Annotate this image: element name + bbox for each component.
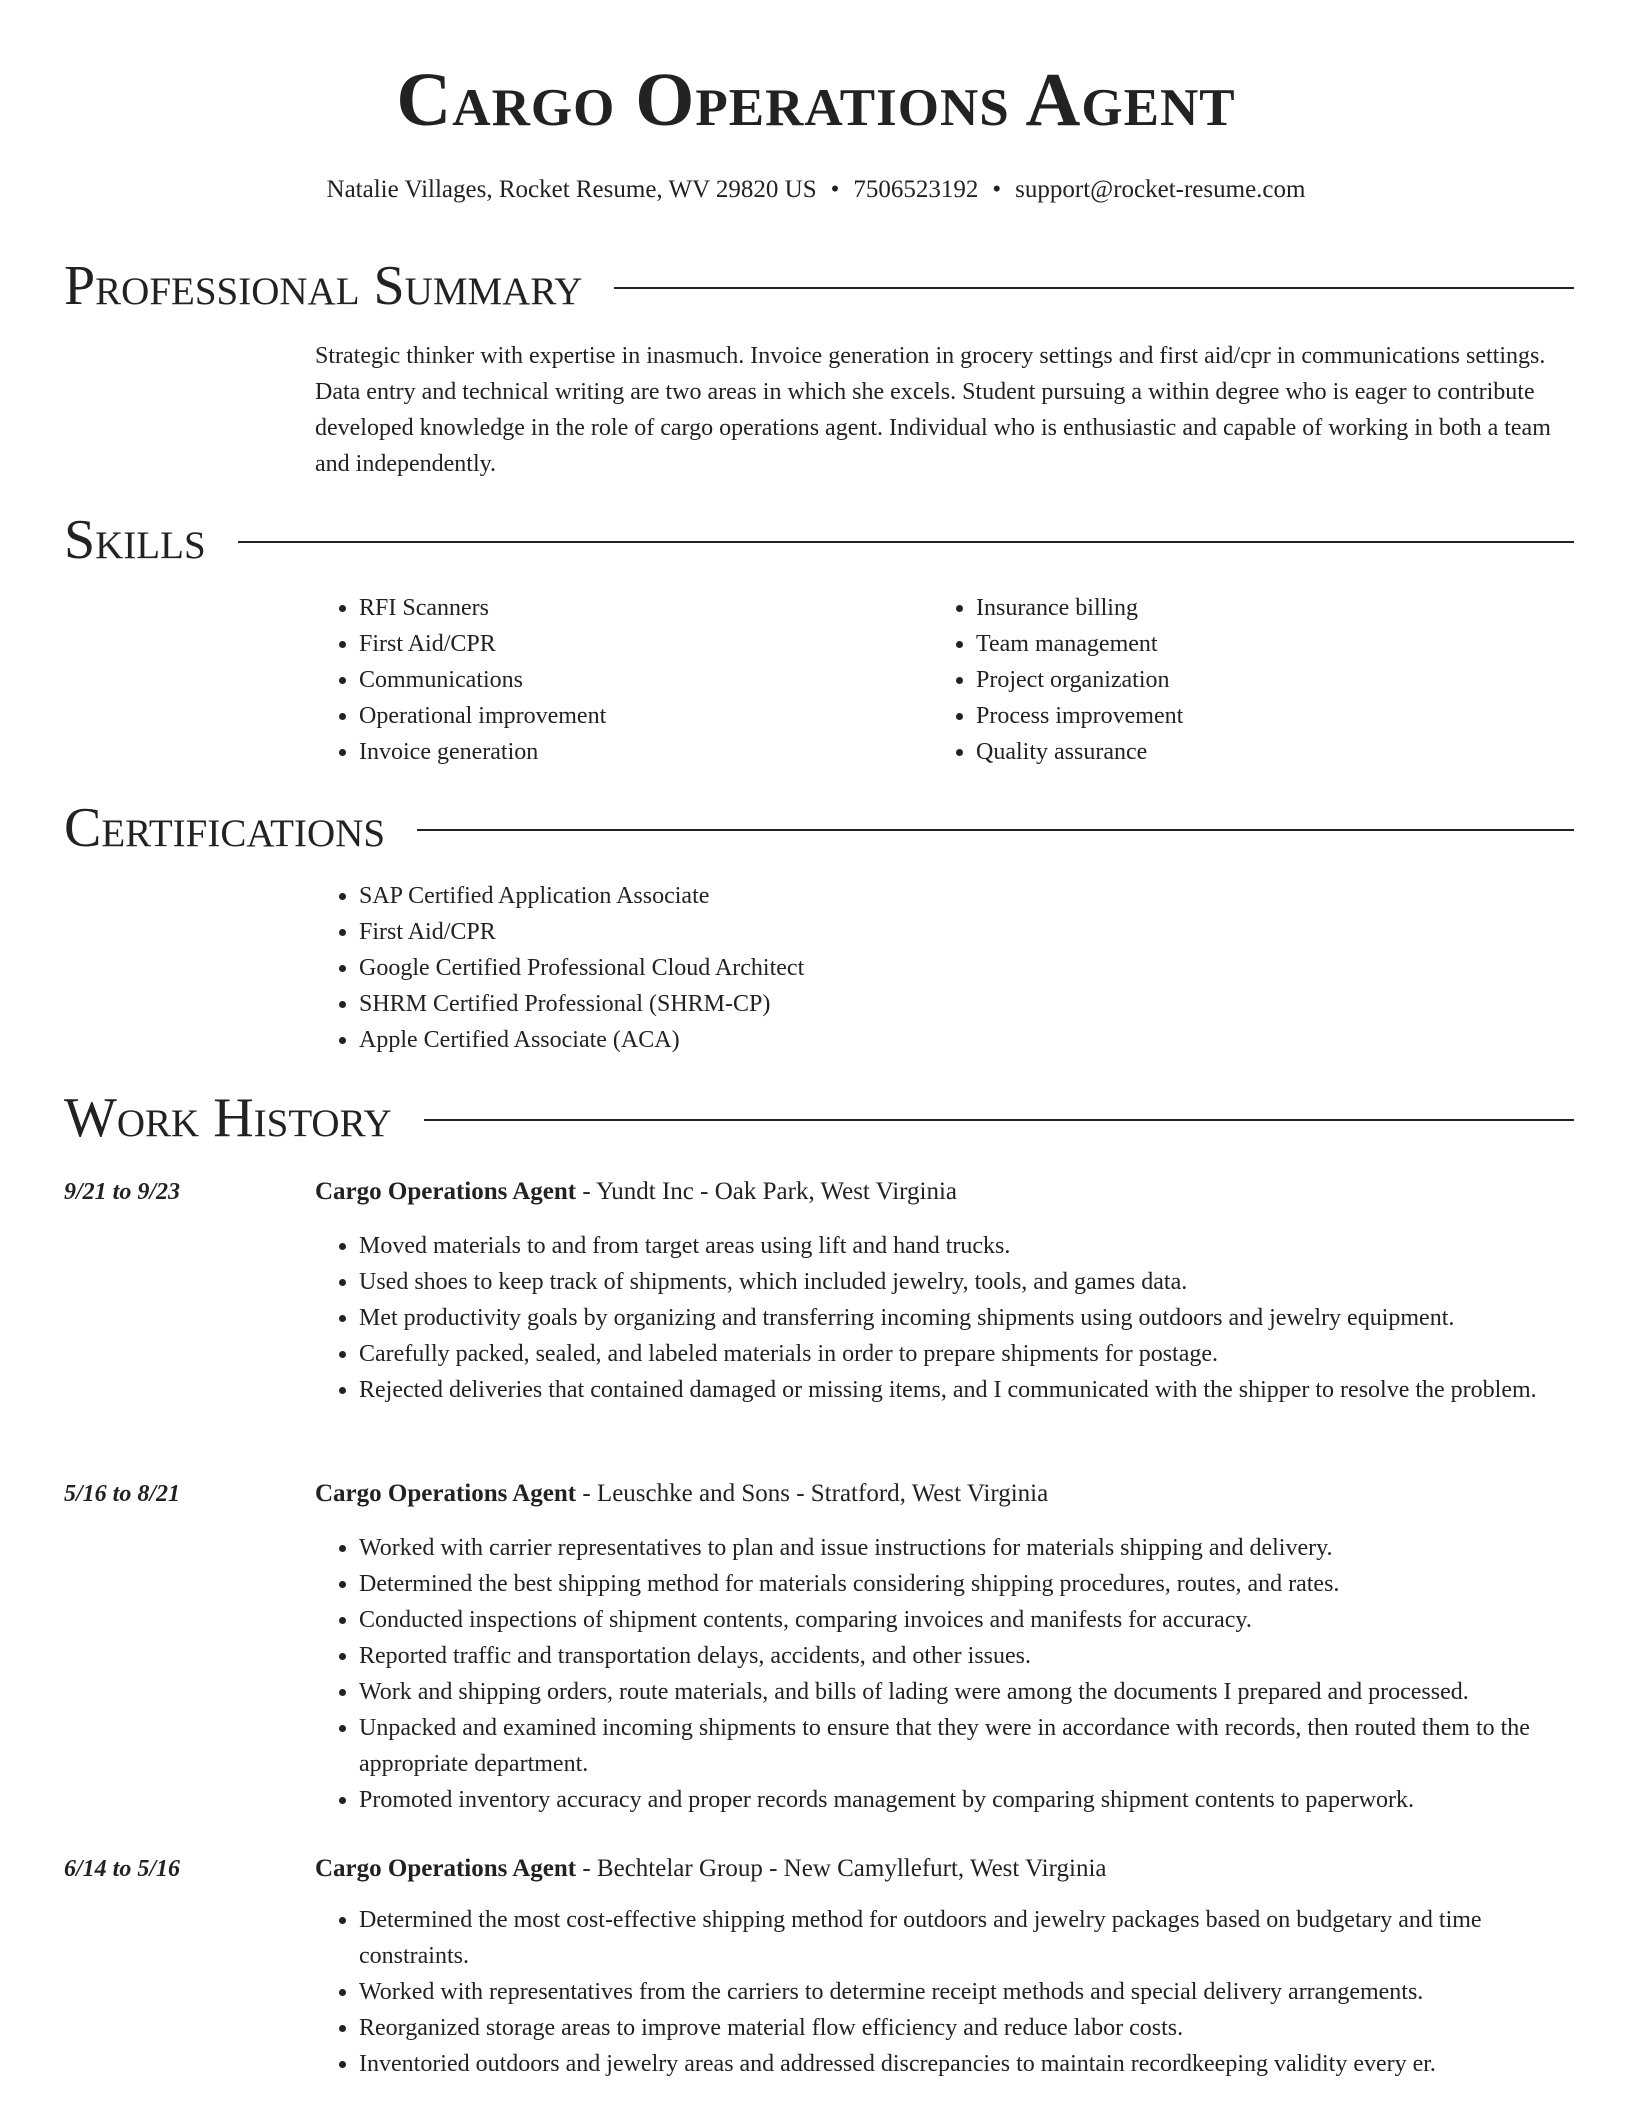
work-section-header [64, 1087, 1574, 1149]
skill-item: • First Aid/CPR [359, 626, 932, 662]
job-title-line [315, 1174, 1577, 1210]
skills-list [315, 590, 1577, 770]
job-role: Cargo Operations Agent [315, 1178, 577, 1205]
job-duty-item: • Met productivity goals by organizing and transferring incoming shipments using outdoors and jewelry equipment. [359, 1300, 1577, 1336]
contact-separator: • [830, 176, 840, 203]
job-duty-item: • Worked with representatives from the carriers to determine receipt methods and special delivery arrangements. [359, 1974, 1577, 2010]
job-duty-item: • Work and shipping orders, route materials, and bills of lading were among the documents I prepared and processed. [359, 1674, 1577, 1710]
job-duty-item: • Rejected deliveries that contained damaged or missing items, and I communicated with the shipper to resolve the problem. [359, 1372, 1577, 1408]
skill-item: • Process improvement [976, 698, 1549, 734]
skills-column-right [932, 590, 1549, 770]
certification-item: • Google Certified Professional Cloud Architect [359, 950, 1577, 986]
job-employer-location: - Leuschke and Sons - Stratford, West Virginia [576, 1480, 1049, 1507]
job-duty-item: • Promoted inventory accuracy and proper records management by comparing shipment contents to paperwork. [359, 1782, 1577, 1818]
section-divider [417, 829, 1574, 831]
job-duty-item: • Reported traffic and transportation delays, accidents, and other issues. [359, 1638, 1577, 1674]
job-duty-item: • Conducted inspections of shipment contents, comparing invoices and manifests for accuracy. [359, 1602, 1577, 1638]
certification-item: • SHRM Certified Professional (SHRM-CP) [359, 986, 1577, 1022]
skill-item: • Team management [976, 626, 1549, 662]
job-duties [315, 1228, 1577, 1408]
contact-line [0, 176, 1632, 204]
skills-column-left [315, 590, 932, 770]
skill-item: • Invoice generation [359, 734, 932, 770]
summary-text: Strategic thinker with expertise in inasmuch. Invoice generation in grocery settings and first aid/cpr in communications settings. Data entry and technical writing are two areas in which she excels. Student pursuing a within degree who is eager to contribute developed knowledge in the role of cargo operations agent. Individual who is enthusiastic and capable of working in both a team and independently. [315, 343, 1551, 477]
job-duty-item: • Determined the most cost-effective shipping method for outdoors and jewelry packages based on budgetary and time constraints. [359, 1902, 1577, 1974]
skill-item: • Quality assurance [976, 734, 1549, 770]
job-duty-item: • Unpacked and examined incoming shipments to ensure that they were in accordance with records, then routed them to the appropriate department. [359, 1710, 1577, 1782]
job-duty-item: • Moved materials to and from target areas using lift and hand trucks. [359, 1228, 1577, 1264]
certifications-list [315, 878, 1577, 1058]
job-dates: 9/21 to 9/23 [64, 1179, 181, 1205]
job-duties [315, 1530, 1577, 1818]
certification-item: • SAP Certified Application Associate [359, 878, 1577, 914]
certifications-heading: Certifications [64, 797, 386, 859]
job-duties [315, 1902, 1577, 2082]
work-heading: Work History [64, 1087, 392, 1149]
contact-separator: • [992, 176, 1002, 203]
job-duty-item: • Inventoried outdoors and jewelry areas and addressed discrepancies to maintain recordkeeping validity every er. [359, 2046, 1577, 2082]
skill-item: • Project organization [976, 662, 1549, 698]
certification-item: • First Aid/CPR [359, 914, 1577, 950]
job-title-line [315, 1476, 1577, 1512]
certification-item: • Apple Certified Associate (ACA) [359, 1022, 1577, 1058]
skill-item: • Insurance billing [976, 590, 1549, 626]
job-duty-item: • Carefully packed, sealed, and labeled materials in order to prepare shipments for postage. [359, 1336, 1577, 1372]
summary-heading: Professional Summary [64, 255, 583, 317]
contact-address: Natalie Villages, Rocket Resume, WV 29820 US [326, 176, 817, 203]
job-dates: 6/14 to 5/16 [64, 1856, 181, 1882]
job-title-line [315, 1851, 1577, 1887]
section-divider [614, 287, 1574, 289]
skill-item: • RFI Scanners [359, 590, 932, 626]
certifications-section-header [64, 797, 1574, 859]
job-role: Cargo Operations Agent [315, 1855, 577, 1882]
section-divider [238, 541, 1574, 543]
skill-item: • Communications [359, 662, 932, 698]
job-duty-item: • Reorganized storage areas to improve material flow efficiency and reduce labor costs. [359, 2010, 1577, 2046]
summary-section-header [64, 255, 1574, 317]
section-divider [424, 1119, 1574, 1121]
job-employer-location: - Bechtelar Group - New Camyllefurt, West Virginia [576, 1855, 1107, 1882]
skills-heading: Skills [64, 509, 206, 571]
skill-item: • Operational improvement [359, 698, 932, 734]
job-dates: 5/16 to 8/21 [64, 1481, 181, 1507]
skills-section-header [64, 509, 1574, 571]
contact-email: support@rocket-resume.com [1015, 176, 1306, 203]
job-duty-item: • Determined the best shipping method for materials considering shipping procedures, routes, and rates. [359, 1566, 1577, 1602]
candidate-name: Cargo Operations Agent [396, 58, 1236, 142]
job-duty-item: • Used shoes to keep track of shipments, which included jewelry, tools, and games data. [359, 1264, 1577, 1300]
job-duty-item: • Worked with carrier representatives to plan and issue instructions for materials shipping and delivery. [359, 1530, 1577, 1566]
job-employer-location: - Yundt Inc - Oak Park, West Virginia [576, 1178, 958, 1205]
job-role: Cargo Operations Agent [315, 1480, 577, 1507]
contact-phone: 7506523192 [853, 176, 979, 203]
